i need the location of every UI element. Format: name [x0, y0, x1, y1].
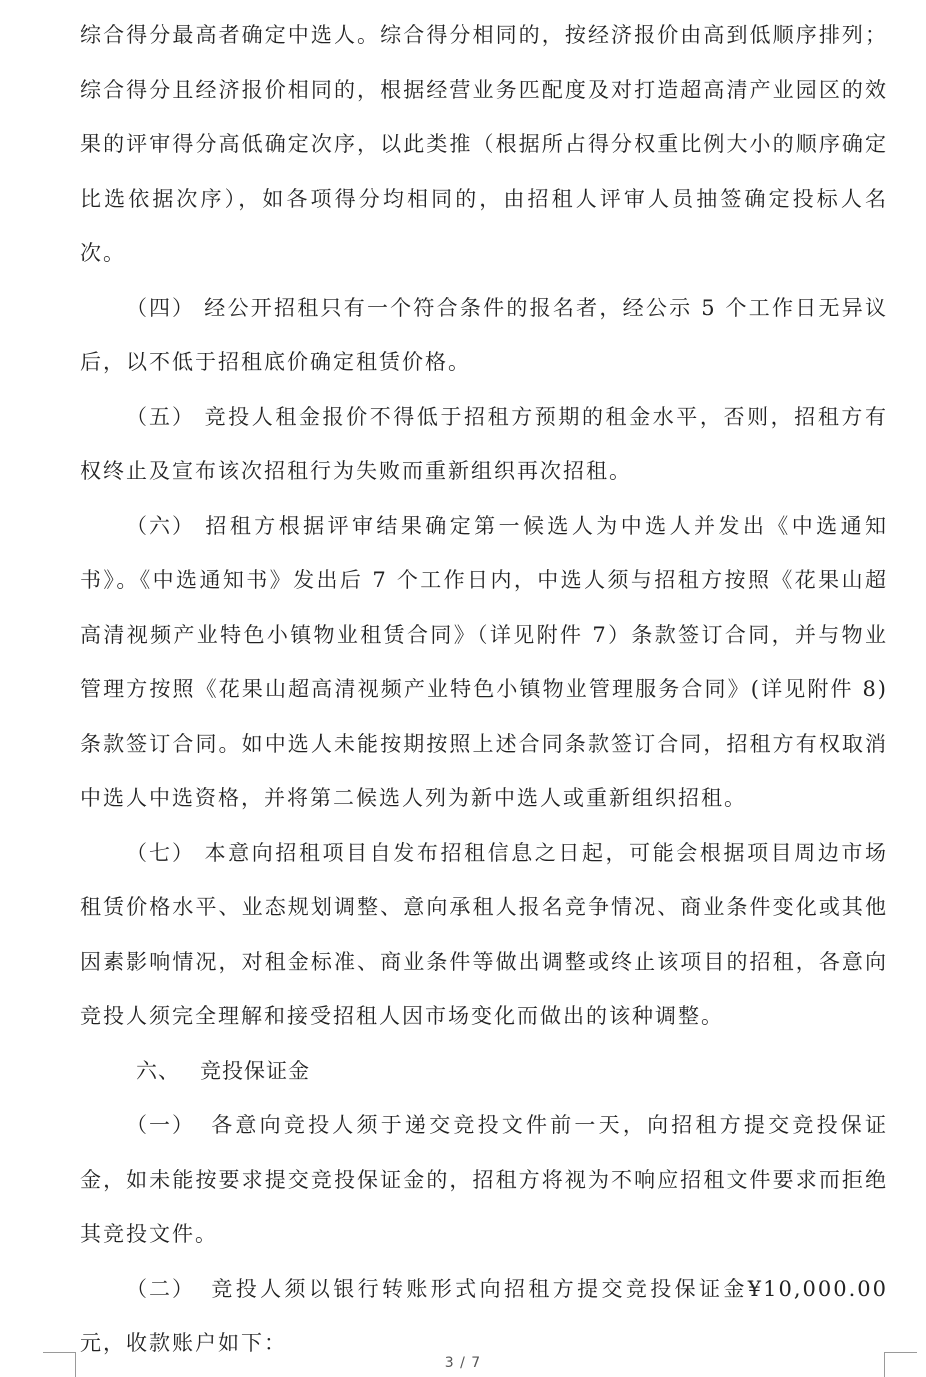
paragraph-text: 竞投人租金报价不得低于招租方预期的租金水平，否则，招租方有权终止及宣布该次招租行为失败而重新组织再次招租。 [80, 404, 888, 483]
paragraph-text: 综合得分最高者确定中选人。综合得分相同的，按经济报价由高到低顺序排列；综合得分且经济报价相同的，根据经营业务匹配度及对打造超高清产业园区的效果的评审得分高低确定次序，以此类推（根据所占得分权重比例大小的顺序确定比选依据次序），如各项得分均相同的，由招租人评审人员抽签确定投标人名次。 [80, 23, 888, 265]
section-number: 六、 [136, 1058, 180, 1083]
section-heading [80, 1044, 888, 1099]
item-label: （六） [126, 513, 195, 538]
paragraph-text: 招租方根据评审结果确定第一候选人为中选人并发出《中选通知书》。《中选通知书》发出后 7 个工作日内，中选人须与招租方按照《花果山超高清视频产业特色小镇物业租赁合同》（详见附件 7）条款签订合同，并与物业管理方按照《花果山超高清视频产业特色小镇物业管理服务合同》(详见附件 8)条款签订合同。如中选人未能按期按照上述合同条款签订合同，招租方有权取消中选人中选资格，并将第二候选人列为新中选人或重新组织招租。 [80, 513, 888, 810]
item-label: （一） [126, 1113, 195, 1137]
paragraph-text: 本意向招租项目自发布招租信息之日起，可能会根据项目周边市场租赁价格水平、业态规划调整、意向承租人报名竞争情况、商业条件变化或其他因素影响情况，对租金标准、商业条件等做出调整或终止该项目的招租，各意向竞投人须完全理解和接受招租人因市场变化而做出的该种调整。 [80, 840, 888, 1028]
item-label: （五） [126, 404, 195, 429]
section-title: 竞投保证金 [200, 1058, 310, 1083]
paragraph-ranking-rules [80, 8, 888, 281]
paragraph-item-6 [80, 499, 888, 826]
document-body [80, 8, 888, 1371]
paragraph-item-5 [80, 390, 888, 499]
paragraph-text: 各意向竞投人须于递交竞投文件前一天，向招租方提交竞投保证金，如未能按要求提交竞投保证金的，招租方将视为不响应招租文件要求而拒绝其竞投文件。 [80, 1113, 888, 1246]
paragraph-item-4 [80, 281, 888, 390]
paragraph-deposit-1 [80, 1098, 888, 1262]
item-label: （四） [126, 295, 195, 320]
paragraph-text: 竞投人须以银行转账形式向招租方提交竞投保证金¥10,000.00 元，收款账户如下： [80, 1276, 888, 1355]
paragraph-item-7 [80, 826, 888, 1044]
paragraph-text: 经公开招租只有一个符合条件的报名者，经公示 5 个工作日无异议后，以不低于招租底价确定租赁价格。 [80, 295, 888, 374]
item-label: （七） [126, 840, 195, 865]
item-label: （二） [126, 1276, 195, 1301]
page-number: 3 / 7 [444, 1355, 482, 1371]
